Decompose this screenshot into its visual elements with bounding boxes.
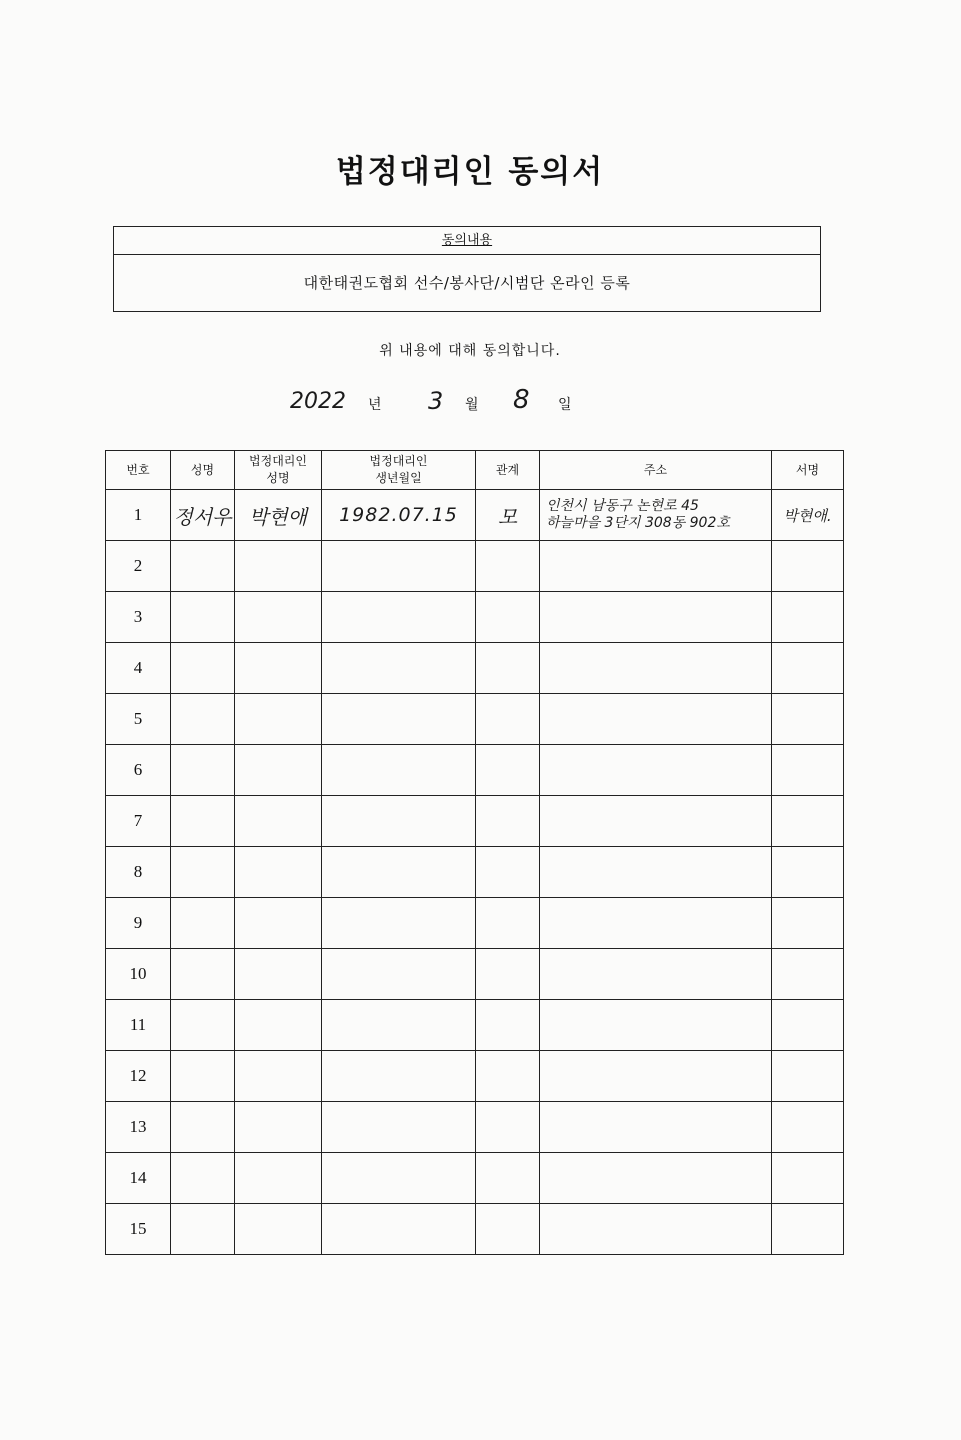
row-number: 9	[106, 898, 171, 949]
signature-cell	[772, 1051, 844, 1102]
signature-cell	[772, 949, 844, 1000]
guardian-birth-cell	[322, 1000, 476, 1051]
signature-cell	[772, 1000, 844, 1051]
table-row	[106, 1102, 844, 1153]
header-guardian-name-line1: 법정대리인	[249, 454, 307, 468]
guardian-birth-cell	[322, 1204, 476, 1255]
consent-table	[105, 450, 844, 1255]
guardian-birth-cell	[322, 796, 476, 847]
table-body	[106, 490, 844, 1255]
address-cell	[540, 1204, 772, 1255]
table-row	[106, 745, 844, 796]
signature-cell	[772, 847, 844, 898]
guardian-birth-cell	[322, 949, 476, 1000]
guardian-name-cell	[235, 694, 322, 745]
address-cell	[540, 847, 772, 898]
relation-cell	[476, 541, 540, 592]
table-row	[106, 592, 844, 643]
signature-cell: 박현애.	[772, 490, 844, 541]
row-number: 13	[106, 1102, 171, 1153]
header-guardian-birth-line2: 생년월일	[375, 471, 422, 485]
address-cell	[540, 592, 772, 643]
guardian-name-cell: 박현애	[235, 490, 322, 541]
name-cell	[171, 1204, 235, 1255]
consent-box	[113, 226, 821, 312]
table-row	[106, 1000, 844, 1051]
address-cell	[540, 1000, 772, 1051]
signature-cell	[772, 643, 844, 694]
name-cell	[171, 949, 235, 1000]
address-cell	[540, 796, 772, 847]
signature-cell	[772, 1204, 844, 1255]
name-cell	[171, 541, 235, 592]
relation-cell: 모	[476, 490, 540, 541]
name-cell	[171, 1153, 235, 1204]
relation-cell	[476, 643, 540, 694]
name-cell	[171, 847, 235, 898]
guardian-name-cell	[235, 847, 322, 898]
guardian-name-cell	[235, 949, 322, 1000]
signature-cell	[772, 694, 844, 745]
date-month: 3	[428, 387, 444, 415]
guardian-name-cell	[235, 1000, 322, 1051]
row-number: 11	[106, 1000, 171, 1051]
row-number: 4	[106, 643, 171, 694]
signature-cell	[772, 898, 844, 949]
signature-cell	[772, 796, 844, 847]
relation-cell	[476, 796, 540, 847]
table-row	[106, 1051, 844, 1102]
table-row	[106, 847, 844, 898]
guardian-name-cell	[235, 1153, 322, 1204]
row-number: 1	[106, 490, 171, 541]
date-year: 2022	[290, 389, 346, 414]
agreement-statement: 위 내용에 대해 동의합니다.	[379, 343, 561, 359]
signature-cell	[772, 1102, 844, 1153]
address-cell-line: 인천시 남동구 논현로 45	[546, 498, 699, 514]
guardian-birth-cell	[322, 847, 476, 898]
address-cell	[540, 745, 772, 796]
header-number: 번호	[106, 451, 171, 490]
relation-cell	[476, 694, 540, 745]
guardian-name-cell	[235, 1204, 322, 1255]
row-number: 8	[106, 847, 171, 898]
table-header-row	[106, 451, 844, 490]
address-cell	[540, 1051, 772, 1102]
signature-cell	[772, 541, 844, 592]
guardian-name-cell	[235, 1102, 322, 1153]
signature-cell	[772, 1153, 844, 1204]
name-cell	[171, 1102, 235, 1153]
guardian-name-cell	[235, 643, 322, 694]
address-cell	[540, 490, 772, 541]
row-number: 5	[106, 694, 171, 745]
header-guardian-name-line2: 성명	[266, 471, 290, 485]
row-number: 15	[106, 1204, 171, 1255]
header-name: 성명	[171, 451, 235, 490]
name-cell	[171, 745, 235, 796]
guardian-birth-cell	[322, 1102, 476, 1153]
name-cell	[171, 694, 235, 745]
relation-cell	[476, 1000, 540, 1051]
guardian-birth-cell	[322, 592, 476, 643]
address-cell-line: 하늘마을 3단지 308동 902호	[546, 515, 730, 531]
date-year-unit: 년	[368, 397, 382, 413]
table-row	[106, 898, 844, 949]
row-number: 6	[106, 745, 171, 796]
header-relation: 관계	[476, 451, 540, 490]
name-cell	[171, 796, 235, 847]
address-cell	[540, 949, 772, 1000]
date-month-unit: 월	[465, 397, 479, 413]
guardian-name-cell	[235, 745, 322, 796]
table-row	[106, 541, 844, 592]
address-cell	[540, 1153, 772, 1204]
relation-cell	[476, 847, 540, 898]
signature-cell	[772, 745, 844, 796]
consent-header-label: 동의내용	[441, 233, 493, 248]
relation-cell	[476, 1153, 540, 1204]
header-guardian-name	[235, 451, 322, 490]
table-row	[106, 949, 844, 1000]
guardian-birth-cell: 1982.07.15	[322, 490, 476, 541]
date-day: 8	[513, 385, 530, 415]
table-row	[106, 1204, 844, 1255]
row-number: 7	[106, 796, 171, 847]
header-guardian-birth	[322, 451, 476, 490]
address-cell	[540, 1102, 772, 1153]
page-title: 법정대리인 동의서	[335, 154, 605, 190]
name-cell: 정서우	[171, 490, 235, 541]
address-cell	[540, 694, 772, 745]
header-guardian-birth-line1: 법정대리인	[369, 454, 428, 468]
relation-cell	[476, 592, 540, 643]
guardian-name-cell	[235, 898, 322, 949]
guardian-birth-cell	[322, 898, 476, 949]
relation-cell	[476, 1102, 540, 1153]
guardian-birth-cell	[322, 694, 476, 745]
row-number: 10	[106, 949, 171, 1000]
guardian-name-cell	[235, 796, 322, 847]
name-cell	[171, 592, 235, 643]
guardian-birth-cell	[322, 541, 476, 592]
relation-cell	[476, 949, 540, 1000]
address-cell	[540, 898, 772, 949]
guardian-birth-cell	[322, 1051, 476, 1102]
row-number: 12	[106, 1051, 171, 1102]
table-row	[106, 490, 844, 541]
guardian-name-cell	[235, 1051, 322, 1102]
name-cell	[171, 1000, 235, 1051]
address-cell	[540, 541, 772, 592]
consent-header	[114, 227, 820, 255]
name-cell	[171, 643, 235, 694]
signature-cell	[772, 592, 844, 643]
header-signature: 서명	[772, 451, 844, 490]
date-day-unit: 일	[558, 397, 572, 413]
relation-cell	[476, 745, 540, 796]
row-number: 2	[106, 541, 171, 592]
guardian-birth-cell	[322, 745, 476, 796]
header-address: 주소	[540, 451, 772, 490]
table-row	[106, 1153, 844, 1204]
table-row	[106, 643, 844, 694]
guardian-birth-cell	[322, 643, 476, 694]
guardian-name-cell	[235, 592, 322, 643]
guardian-birth-cell	[322, 1153, 476, 1204]
name-cell	[171, 898, 235, 949]
table-row	[106, 796, 844, 847]
table-row	[106, 694, 844, 745]
relation-cell	[476, 898, 540, 949]
address-cell	[540, 643, 772, 694]
relation-cell	[476, 1204, 540, 1255]
consent-content: 대한태권도협회 선수/봉사단/시범단 온라인 등록	[303, 274, 631, 292]
name-cell	[171, 1051, 235, 1102]
relation-cell	[476, 1051, 540, 1102]
row-number: 14	[106, 1153, 171, 1204]
guardian-name-cell	[235, 541, 322, 592]
row-number: 3	[106, 592, 171, 643]
